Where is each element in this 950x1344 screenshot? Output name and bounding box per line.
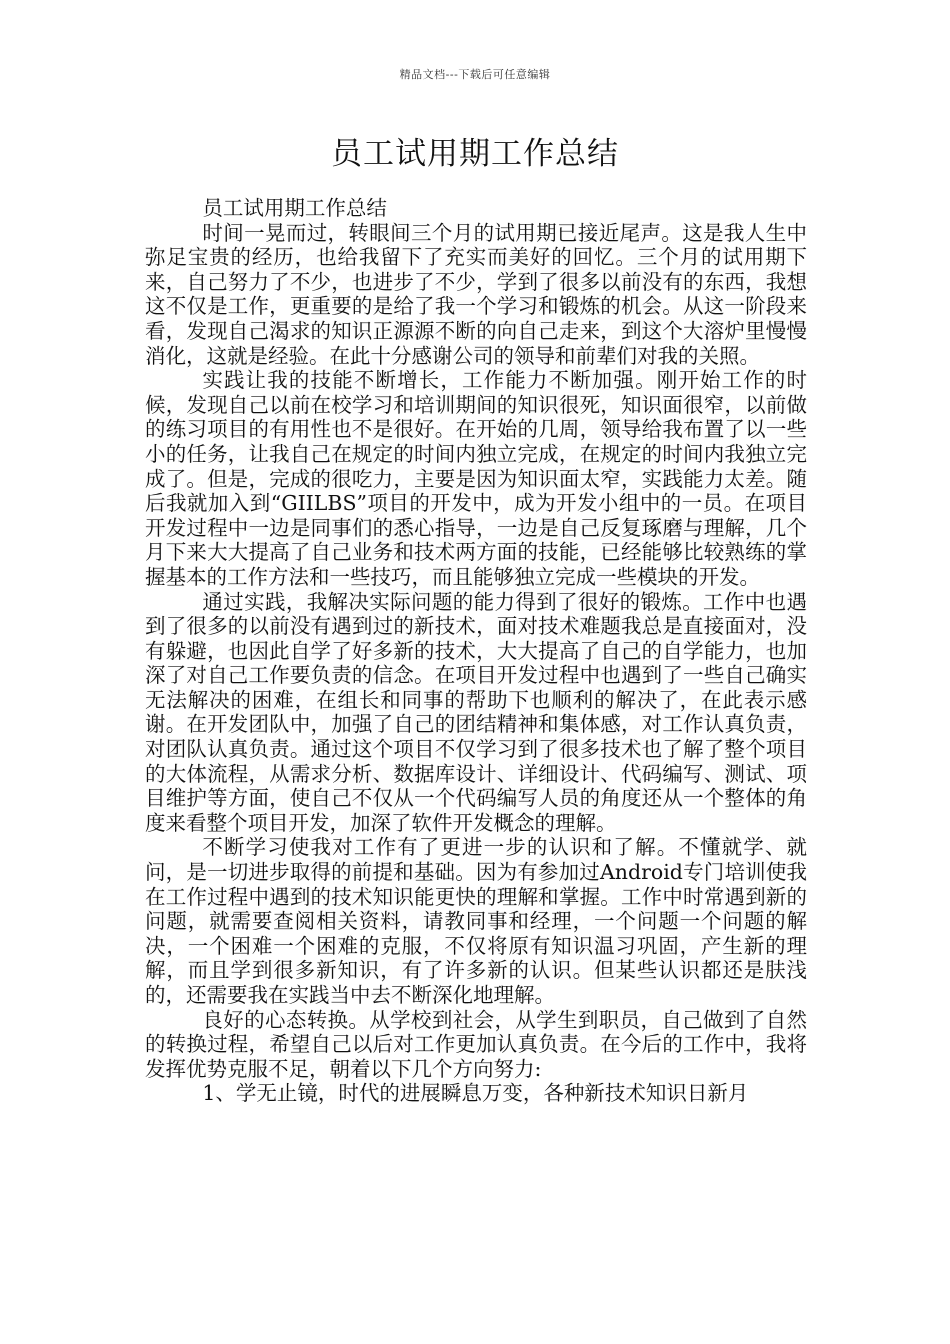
paragraph-practice: 实践让我的技能不断增长，工作能力不断加强。刚开始工作的时候，发现自己以前在校学习和培训期间的知识很死，知识面很窄，以前做的练习项目的有用性也不是很好。在开始的几周，领导给我布置了以一些小的任务，让我自己在规定的时间内独立完成，在规定的时间内我独立完成了。但是，完成的很吃力，主要是因为知识面太窄，实践能力太差。随后我就加入到“GIILBS”项目的开发中，成为开发小组中的一员。在项目开发过程中一边是同事们的悉心指导，一边是自己反复琢磨与理解，几个月下来大大提高了自己业务和技术两方面的技能，已经能够比较熟练的掌握基本的工作方法和一些技巧，而且能够独立完成一些模块的开发。 — [145, 368, 807, 589]
paragraph-goal-1: 1、学无止镜，时代的进展瞬息万变，各种新技术知识日新月 — [202, 1081, 749, 1106]
paragraph-mindset: 良好的心态转换。从学校到社会，从学生到职员，自己做到了自然的转换过程，希望自己以后对工作更加认真负责。在今后的工作中，我将发挥优势克服不足，朝着以下几个方向努力: — [145, 1007, 807, 1081]
document-body — [145, 196, 807, 1106]
paragraph-problem-solving: 通过实践，我解决实际问题的能力得到了很好的锻炼。工作中也遇到了很多的以前没有遇到过的新技术，面对技术难题我总是直接面对，没有躲避，也因此自学了好多新的技术，大大提高了自己的自学能力，也加深了对自己工作要负责的信念。在项目开发过程中也遇到了一些自己确实无法解决的困难，在组长和同事的帮助下也顺利的解决了，在此表示感谢。在开发团队中，加强了自己的团结精神和集体感，对工作认真负责，对团队认真负责。通过这个项目不仅学习到了很多技术也了解了整个项目的大体流程，从需求分析、数据库设计、详细设计、代码编写、测试、项目维护等方面，使自己不仅从一个代码编写人员的角度还从一个整体的角度来看整个项目开发，加深了软件开发概念的理解。 — [145, 589, 807, 835]
paragraph-learning: 不断学习使我对工作有了更进一步的认识和了解。不懂就学、就问，是一切进步取得的前提和基础。因为有参加过Android专门培训使我在工作过程中遇到的技术知识能更快的理解和掌握。工作中时常遇到新的问题，就需要查阅相关资料，请教同事和经理，一个问题一个问题的解决，一个困难一个困难的克服，不仅将原有知识温习巩固，产生新的理解，而且学到很多新知识，有了许多新的认识。但某些认识都还是肤浅的，还需要我在实践当中去不断深化地理解。 — [145, 835, 807, 1007]
page-header-note: 精品文档---下载后可任意编辑 — [399, 68, 551, 81]
paragraph-subtitle: 员工试用期工作总结 — [202, 196, 387, 220]
document-title: 员工试用期工作总结 — [331, 136, 619, 172]
paragraph-intro: 时间一晃而过，转眼间三个月的试用期已接近尾声。这是我人生中弥足宝贵的经历，也给我留下了充实而美好的回忆。三个月的试用期下来，自己努力了不少，也进步了不少，学到了很多以前没有的东西，我想这不仅是工作，更重要的是给了我一个学习和锻炼的机会。从这一阶段来看，发现自己渴求的知识正源源不断的向自己走来，到这个大溶炉里慢慢消化，这就是经验。在此十分感谢公司的领导和前辈们对我的关照。 — [145, 220, 807, 368]
